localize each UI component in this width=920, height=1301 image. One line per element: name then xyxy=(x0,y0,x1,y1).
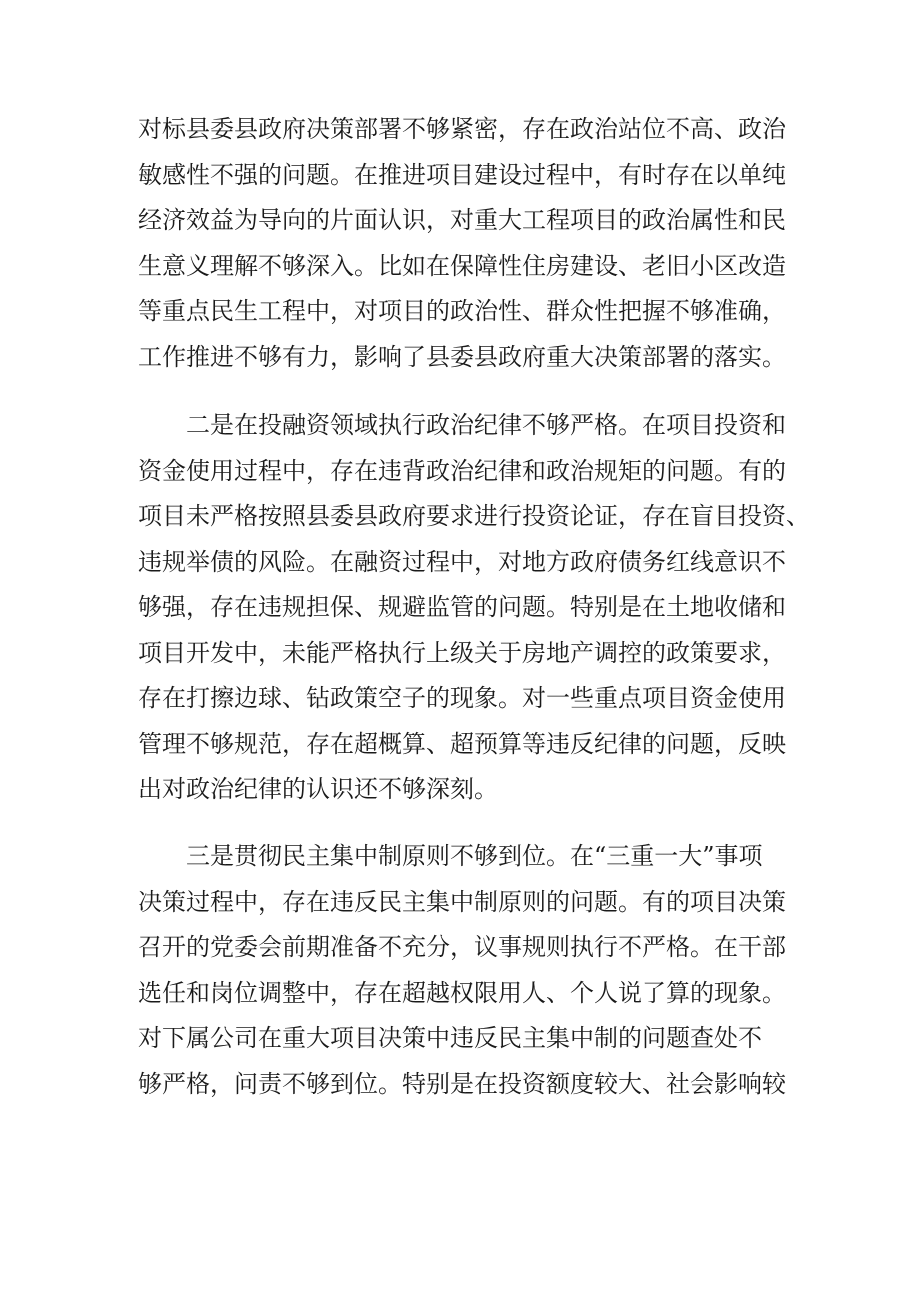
text-line: 资金使用过程中，存在违背政治纪律和政治规矩的问题。有的 xyxy=(138,456,786,485)
text-line: 工作推进不够有力，影响了县委县政府重大决策部署的落实。 xyxy=(138,342,786,371)
text-line: 对标县委县政府决策部署不够紧密，存在政治站位不高、政治 xyxy=(138,115,786,143)
text-line: 项目未严格按照县委县政府要求进行投资论证，存在盲目投资、 xyxy=(138,502,810,530)
text-line: 召开的党委会前期准备不充分，议事规则执行不严格。在干部 xyxy=(138,933,786,961)
text-line: 项目开发中，未能严格执行上级关于房地产调控的政策要求， xyxy=(138,638,786,667)
text-line: 选任和岗位调整中，存在超越权限用人、个人说了算的现象。 xyxy=(138,978,786,1007)
text-line: 等重点民生工程中，对项目的政治性、群众性把握不够准确， xyxy=(138,297,786,325)
paragraph-2 xyxy=(138,403,810,813)
text-line: 出对政治纪律的认识还不够深刻。 xyxy=(138,775,498,803)
paragraph-3 xyxy=(138,834,802,1107)
text-line: 够严格，问责不够到位。特别是在投资额度较大、社会影响较 xyxy=(138,1069,786,1098)
text-line: 经济效益为导向的片面认识，对重大工程项目的政治属性和民 xyxy=(138,206,786,234)
text-line: 管理不够规范，存在超概算、超预算等违反纪律的问题，反映 xyxy=(138,729,786,758)
text-line: 二是在投融资领域执行政治纪律不够严格。在项目投资和 xyxy=(138,411,786,439)
text-line: 敏感性不强的问题。在推进项目建设过程中，有时存在以单纯 xyxy=(138,160,786,189)
text-line: 存在打擦边球、钻政策空子的现象。对一些重点项目资金使用 xyxy=(138,684,786,712)
text-line: 三是贯彻民主集中制原则不够到位。在“三重一大”事项 xyxy=(138,842,763,870)
paragraph-1 xyxy=(138,107,802,380)
text-line: 违规举债的风险。在融资过程中，对地方政府债务红线意识不 xyxy=(138,547,786,576)
text-line: 生意义理解不够深入。比如在保障性住房建设、老旧小区改造 xyxy=(138,251,786,280)
text-line: 对下属公司在重大项目决策中违反民主集中制的问题查处不 xyxy=(138,1024,762,1052)
text-line: 决策过程中，存在违反民主集中制原则的问题。有的项目决策 xyxy=(138,887,786,916)
text-line: 够强，存在违规担保、规避监管的问题。特别是在土地收储和 xyxy=(138,593,786,621)
